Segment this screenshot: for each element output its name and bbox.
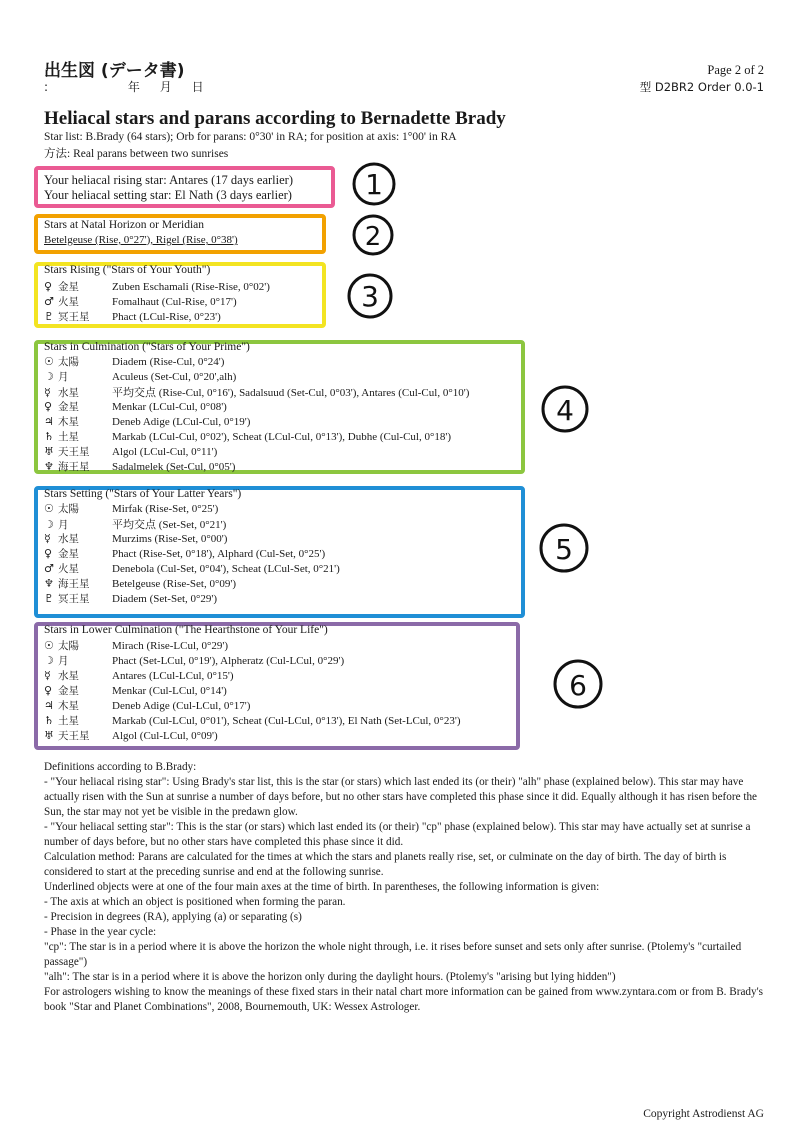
planet-row: [44, 576, 236, 591]
definition-paragraph: "alh": The star is in a period where it is above the horizon only during the daylight hours. (Ptolemy's "arising but lying hidden"): [44, 971, 616, 983]
definition-paragraph: Definitions according to B.Brady:: [44, 761, 197, 773]
planet-row: [44, 309, 221, 324]
paran-stars: Betelgeuse (Rise-Set, 0°09'): [112, 578, 236, 590]
paran-stars: Deneb Adige (Cul-LCul, 0°17'): [112, 700, 251, 712]
paran-stars: 平均交点 (Rise-Cul, 0°16'), Sadalsuud (Set-Cul, 0°03'), Antares (Cul-Cul, 0°10'): [112, 387, 470, 399]
paran-stars: Denebola (Cul-Set, 0°04'), Scheat (LCul-Set, 0°21'): [112, 563, 340, 575]
planet-name: 月: [58, 655, 69, 667]
paran-stars: Mirfak (Rise-Set, 0°25'): [112, 503, 219, 515]
planet-name: 水星: [58, 387, 79, 399]
paran-stars: Phact (Set-LCul, 0°19'), Alpheratz (Cul-LCul, 0°29'): [112, 655, 345, 667]
planet-row: [44, 591, 217, 606]
paran-stars: Deneb Adige (LCul-Cul, 0°19'): [112, 416, 251, 428]
definition-paragraph: - The axis at which an object is positioned when forming the paran.: [44, 896, 346, 908]
planet-symbol-icon: ☉: [44, 502, 54, 515]
section-number-1-text: 1: [365, 168, 383, 201]
paran-stars: Zuben Eschamali (Rise-Rise, 0°02'): [112, 281, 270, 293]
planet-symbol-icon: ♇: [44, 310, 54, 323]
star-list-info: Star list: B.Brady (64 stars); Orb for parans: 0°30' in RA; for position at axis: 1°00' in RA: [44, 131, 457, 143]
paran-stars: 平均交点 (Set-Set, 0°21'): [112, 519, 227, 531]
planet-row: [44, 279, 270, 294]
planet-symbol-icon: ☉: [44, 355, 54, 368]
paran-stars: Antares (LCul-LCul, 0°15'): [112, 670, 234, 682]
planet-name: 土星: [58, 715, 79, 727]
paran-stars: Algol (Cul-LCul, 0°09'): [112, 730, 218, 742]
paran-stars: Sadalmelek (Set-Cul, 0°05'): [112, 461, 236, 473]
planet-symbol-icon: ♀: [44, 684, 53, 697]
planet-row: [44, 516, 226, 531]
date-colon: :: [44, 80, 50, 94]
planet-row: [44, 294, 237, 309]
planet-name: 金星: [58, 281, 79, 293]
paran-stars: Phact (Rise-Set, 0°18'), Alphard (Cul-Set, 0°25'): [112, 548, 326, 560]
planet-name: 土星: [58, 431, 79, 443]
planet-symbol-icon: ♇: [44, 592, 54, 605]
page-info: [640, 62, 764, 96]
planet-name: 天王星: [58, 730, 90, 742]
definition-paragraph: "cp": The star is in a period where it is above the horizon the whole night through, i.e. it rises before sunset and sets only after sunrise. (Ptolemy's "curtailed passage"): [44, 941, 742, 968]
planet-symbol-icon: ♂: [44, 295, 54, 308]
section-number-1: [350, 158, 398, 210]
planet-symbol-icon: ♃: [44, 415, 54, 428]
section-number-3: [344, 270, 396, 322]
planet-name: 金星: [58, 685, 79, 697]
date-month: 月: [159, 80, 173, 94]
birth-date-line: [44, 78, 205, 95]
heliacal-setting-star: Your heliacal setting star: El Nath (3 days earlier): [44, 188, 292, 202]
heliacal-rising-star: Your heliacal rising star: Antares (17 days earlier): [44, 173, 294, 187]
paran-stars: Phact (LCul-Rise, 0°23'): [112, 311, 221, 323]
planet-row: [44, 531, 227, 546]
paran-stars: Diadem (Rise-Cul, 0°24'): [112, 356, 225, 368]
planet-row: [44, 369, 236, 384]
planet-name: 月: [58, 519, 69, 531]
page-number: Page 2 of 2: [707, 63, 764, 77]
planet-symbol-icon: ☽: [44, 518, 54, 531]
planet-name: 木星: [58, 700, 79, 712]
planet-symbol-icon: ☽: [44, 654, 54, 667]
paran-stars: Menkar (Cul-LCul, 0°14'): [112, 685, 227, 697]
planet-symbol-icon: ♅: [44, 729, 54, 742]
horizon-meridian-title: Stars at Natal Horizon or Meridian: [44, 219, 204, 231]
planet-name: 木星: [58, 416, 79, 428]
paran-stars: Mirach (Rise-LCul, 0°29'): [112, 640, 229, 652]
planet-name: 月: [58, 371, 69, 383]
planet-name: 火星: [58, 563, 79, 575]
copyright: Copyright Astrodienst AG: [643, 1108, 764, 1120]
planet-name: 太陽: [58, 640, 79, 652]
planet-symbol-icon: ☿: [44, 386, 51, 399]
planet-row: [44, 561, 340, 576]
chart-title: 出生図 (データ書): [44, 61, 185, 81]
section-number-4: [538, 382, 592, 436]
planet-row: [44, 384, 469, 399]
section-number-6: [550, 656, 606, 712]
planet-row: [44, 399, 227, 414]
planet-row: [44, 698, 250, 713]
stars-setting-title: Stars Setting ("Stars of Your Latter Years"): [44, 488, 242, 500]
planet-row: [44, 354, 224, 369]
planet-row: [44, 414, 250, 429]
paran-stars: Murzims (Rise-Set, 0°00'): [112, 533, 228, 545]
planet-row: [44, 638, 228, 653]
type-order: 型 D2BR2 Order 0.0-1: [639, 80, 764, 94]
stars-rising-title: Stars Rising ("Stars of Your Youth"): [44, 264, 211, 276]
planet-row: [44, 653, 344, 668]
planet-name: 太陽: [58, 503, 79, 515]
paran-stars: Markab (Cul-LCul, 0°01'), Scheat (Cul-LCul, 0°13'), El Nath (Set-LCul, 0°23'): [112, 715, 461, 727]
paran-stars: Algol (LCul-Cul, 0°11'): [112, 446, 218, 458]
planet-name: 火星: [58, 296, 79, 308]
planet-row: [44, 683, 227, 698]
date-day: 日: [191, 80, 205, 94]
planet-row: [44, 429, 451, 444]
planet-symbol-icon: ♄: [44, 430, 54, 443]
planet-symbol-icon: ♀: [44, 400, 53, 413]
section-number-3-text: 3: [361, 280, 379, 313]
definitions-text: [44, 760, 764, 1015]
planet-symbol-icon: ☽: [44, 370, 54, 383]
planet-name: 冥王星: [58, 311, 90, 323]
planet-symbol-icon: ♆: [44, 460, 54, 473]
stars-lower-culmination-title: Stars in Lower Culmination ("The Hearthstone of Your Life"): [44, 624, 328, 636]
planet-row: [44, 501, 218, 516]
horizon-meridian-stars: Betelgeuse (Rise, 0°27'), Rigel (Rise, 0°38'): [44, 234, 238, 246]
paran-stars: Diadem (Set-Set, 0°29'): [112, 593, 218, 605]
planet-symbol-icon: ☿: [44, 532, 51, 545]
definition-paragraph: Calculation method: Parans are calculated for the times at which the stars and planets really rise, set, or culminate on the day of birth. The day of birth is considered to start at the preceding sunrise and end at the following sunrise.: [44, 851, 727, 878]
planet-row: [44, 668, 234, 683]
planet-symbol-icon: ♂: [44, 562, 54, 575]
stars-culmination-title: Stars in Culmination ("Stars of Your Prime"): [44, 341, 250, 353]
paran-stars: Menkar (LCul-Cul, 0°08'): [112, 401, 227, 413]
page-title: Heliacal stars and parans according to Bernadette Brady: [44, 108, 506, 129]
definition-paragraph: - "Your heliacal rising star": Using Brady's star list, this is the star (or stars) which last ended its (or their) "alh" phase (explained below). This star may have actually risen with the Sun at sunrise a number of days before, but no other stars have completed this phase since it did. Equally although it has risen before the Sun, the star may not yet be visible in the predawn glow.: [44, 776, 758, 818]
planet-row: [44, 546, 325, 561]
paran-stars: Markab (LCul-Cul, 0°02'), Scheat (LCul-Cul, 0°13'), Dubhe (Cul-Cul, 0°18'): [112, 431, 452, 443]
section-number-4-text: 4: [556, 394, 574, 427]
planet-name: 海王星: [58, 461, 90, 473]
definition-paragraph: - Phase in the year cycle:: [44, 926, 157, 938]
definition-paragraph: For astrologers wishing to know the meanings of these fixed stars in their natal chart more information can be gained from www.zyntara.com or from B. Brady's book "Star and Planet Combinations", 2008, Bournemouth, UK: Wessex Astrologer.: [44, 986, 763, 1013]
planet-symbol-icon: ♅: [44, 445, 54, 458]
planet-name: 金星: [58, 548, 79, 560]
planet-symbol-icon: ☉: [44, 639, 54, 652]
planet-name: 金星: [58, 401, 79, 413]
definition-paragraph: - Precision in degrees (RA), applying (a) or separating (s): [44, 911, 302, 923]
definition-paragraph: - "Your heliacal setting star": This is the star (or stars) which last ended its (or their) "cp" phase (explained below). This star may have actually set at sunrise a number of days before, but no other stars have completed this phase since it did.: [44, 821, 751, 848]
planet-symbol-icon: ♀: [44, 547, 53, 560]
section-number-5-text: 5: [555, 533, 573, 566]
planet-symbol-icon: ♆: [44, 577, 54, 590]
planet-row: [44, 444, 217, 459]
planet-symbol-icon: ♄: [44, 714, 54, 727]
planet-name: 水星: [58, 533, 79, 545]
planet-name: 水星: [58, 670, 79, 682]
section-number-2: [350, 212, 396, 258]
section-number-6-text: 6: [569, 669, 587, 702]
paran-stars: Aculeus (Set-Cul, 0°20',alh): [112, 371, 237, 383]
planet-symbol-icon: ♃: [44, 699, 54, 712]
planet-symbol-icon: ☿: [44, 669, 51, 682]
method-info: 方法: Real parans between two sunrises: [44, 148, 229, 160]
planet-name: 太陽: [58, 356, 79, 368]
date-year: 年: [127, 80, 141, 94]
planet-row: [44, 713, 460, 728]
definition-paragraph: Underlined objects were at one of the four main axes at the time of birth. In parentheses, the following information is given:: [44, 881, 600, 893]
planet-name: 海王星: [58, 578, 90, 590]
planet-row: [44, 459, 235, 474]
paran-stars: Fomalhaut (Cul-Rise, 0°17'): [112, 296, 237, 308]
planet-row: [44, 728, 218, 743]
planet-symbol-icon: ♀: [44, 280, 53, 293]
planet-name: 冥王星: [58, 593, 90, 605]
section-number-2-text: 2: [364, 222, 382, 252]
planet-name: 天王星: [58, 446, 90, 458]
section-number-5: [536, 520, 592, 576]
